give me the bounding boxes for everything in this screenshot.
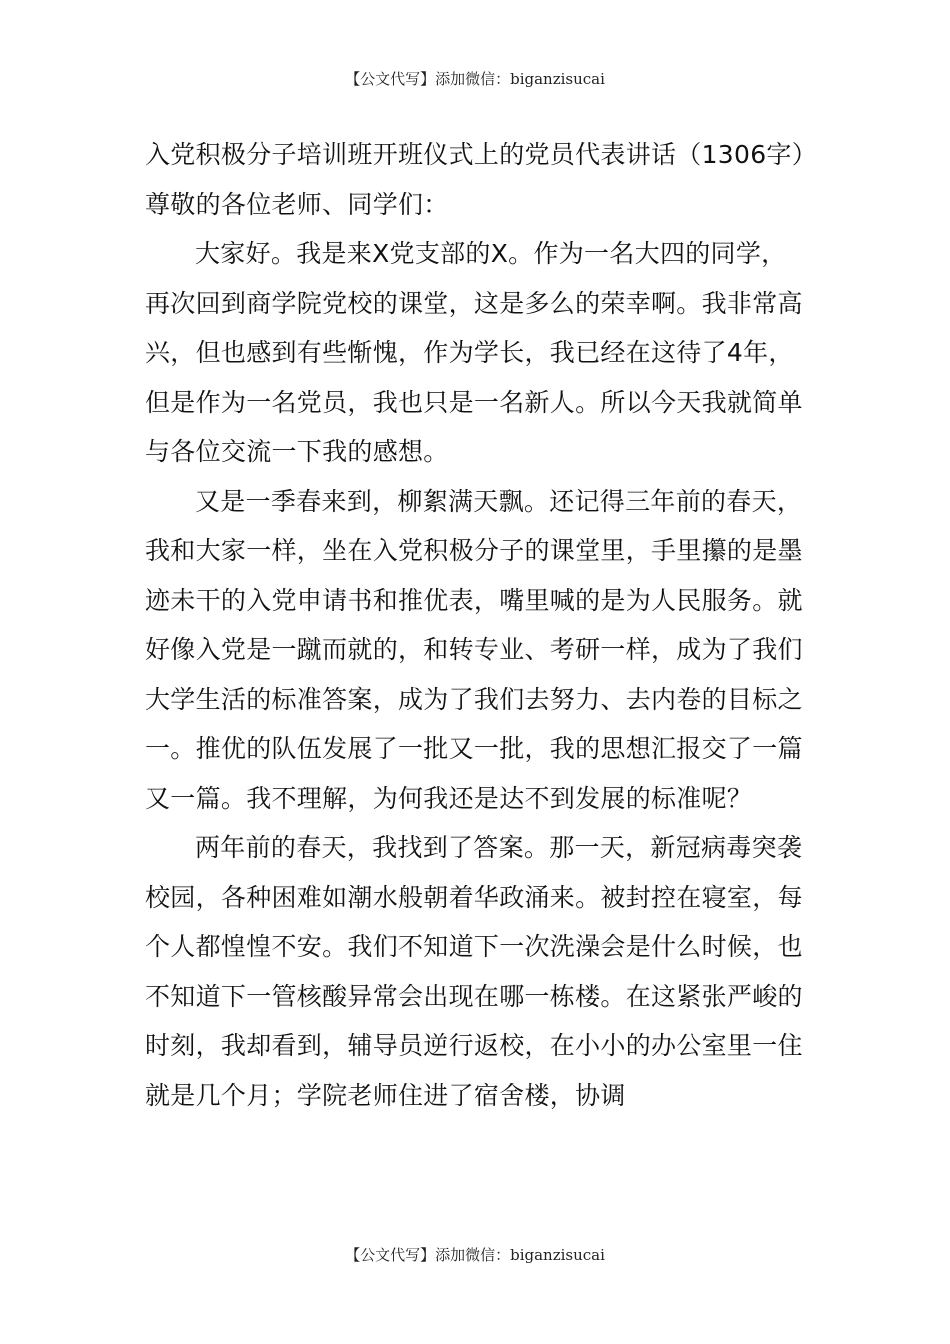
- document-title: 入党积极分子培训班开班仪式上的党员代表讲话（1306字）: [145, 140, 818, 169]
- paragraph-2: 又是一季春来到，柳絮满天飘。还记得三年前的春天，我和大家一样，坐在入党积极分子的课堂里，手里攥的是墨迹未干的入党申请书和推优表，嘴里喊的是为人民服务。就好像入党是一蹴而就的，和转专业、考研一样，成为了我们大学生活的标准答案，成为了我们去努力、去内卷的目标之一。推优的队伍发展了一批又一批，我的思想汇报交了一篇又一篇。我不理解，为何我还是达不到发展的标准呢？: [145, 486, 803, 813]
- document-body: [145, 130, 818, 1120]
- paragraph-1: 大家好。我是来X党支部的X。作为一名大四的同学，再次回到商学院党校的课堂，这是多么的荣幸啊。我非常高兴，但也感到有些惭愧，作为学长，我已经在这待了4年，但是作为一名党员，我也只是一名新人。所以今天我就简单与各位交流一下我的感想。: [145, 239, 803, 466]
- page-footer-watermark: 【公文代写】添加微信：biganzisucai: [345, 1246, 605, 1264]
- page-header-watermark: 【公文代写】添加微信：biganzisucai: [345, 70, 605, 88]
- paragraph-3: 两年前的春天，我找到了答案。那一天，新冠病毒突袭校园，各种困难如潮水般朝着华政涌来。被封控在寝室，每个人都惶惶不安。我们不知道下一次洗澡会是什么时候，也不知道下一管核酸异常会出现在哪一栋楼。在这紧张严峻的时刻，我却看到，辅导员逆行返校，在小小的办公室里一住就是几个月；学院老师住进了宿舍楼，协调: [145, 833, 803, 1110]
- salutation: 尊敬的各位老师、同学们：: [145, 189, 449, 219]
